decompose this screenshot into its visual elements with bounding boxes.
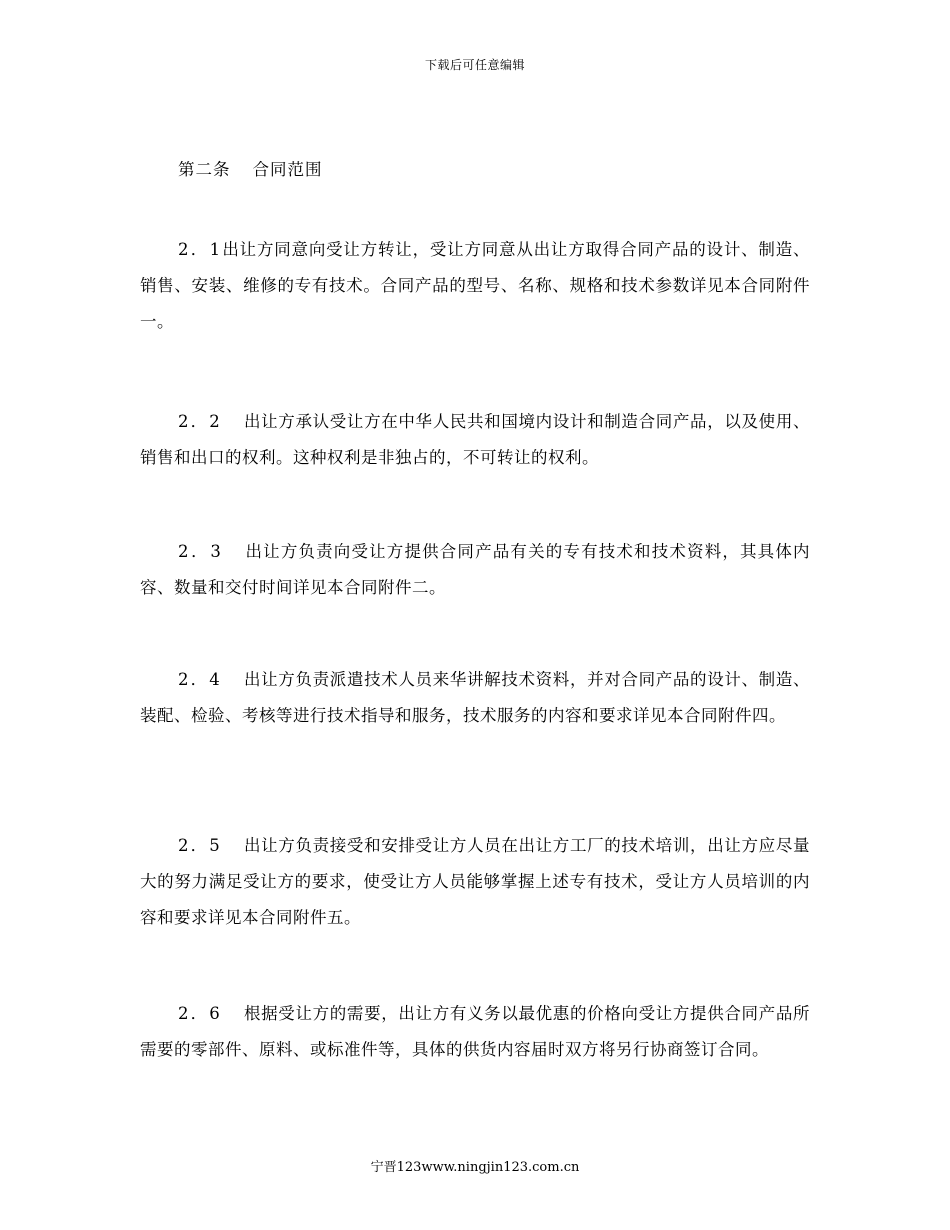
clause-2-1 — [140, 232, 810, 340]
page-header: 下载后可任意编辑 — [424, 58, 525, 72]
section-number: 第二条 — [178, 160, 231, 179]
clause-text: 出让方负责接受和安排受让方人员在出让方工厂的技术培训，出让方应尽量大的努力满足受让方的要求，使受让方人员能够掌握上述专有技术，受让方人员培训的内容和要求详见本合同附件五。 — [140, 836, 810, 927]
clause-2-3 — [140, 534, 810, 606]
section-title: 合同范围 — [252, 160, 323, 179]
clause-text: 出让方负责派遣技术人员来华讲解技术资料，并对合同产品的设计、制造、装配、检验、考核等进行技术指导和服务，技术服务的内容和要求详见本合同附件四。 — [140, 670, 810, 725]
clause-number: 2．3 — [178, 542, 223, 561]
clause-text: 根据受让方的需要，出让方有义务以最优惠的价格向受让方提供合同产品所需要的零部件、原料、或标准件等，具体的供货内容届时双方将另行协商签订合同。 — [140, 1004, 810, 1059]
page-footer: 宁晋123www.ningjin123.com.cn — [370, 1160, 580, 1175]
clause-2-6 — [140, 996, 810, 1068]
clause-text: 出让方负责向受让方提供合同产品有关的专有技术和技术资料，其具体内容、数量和交付时间详见本合同附件二。 — [140, 542, 811, 597]
clause-2-2 — [140, 404, 810, 476]
clause-text: 出让方承认受让方在中华人民共和国境内设计和制造合同产品，以及使用、销售和出口的权利。这种权利是非独占的，不可转让的权利。 — [140, 412, 810, 467]
clause-2-5 — [140, 828, 810, 936]
clause-text: 出让方同意向受让方转让，受让方同意从出让方取得合同产品的设计、制造、销售、安装、维修的专有技术。合同产品的型号、名称、规格和技术参数详见本合同附件一。 — [140, 240, 811, 331]
clause-number: 2．4 — [178, 670, 222, 689]
clause-2-4 — [140, 662, 810, 734]
clause-number: 2．2 — [178, 412, 222, 431]
clause-number: 2．5 — [178, 836, 222, 855]
section-heading — [178, 156, 323, 180]
clause-number: 2．6 — [178, 1004, 222, 1023]
clause-number: 2．1 — [178, 240, 223, 259]
